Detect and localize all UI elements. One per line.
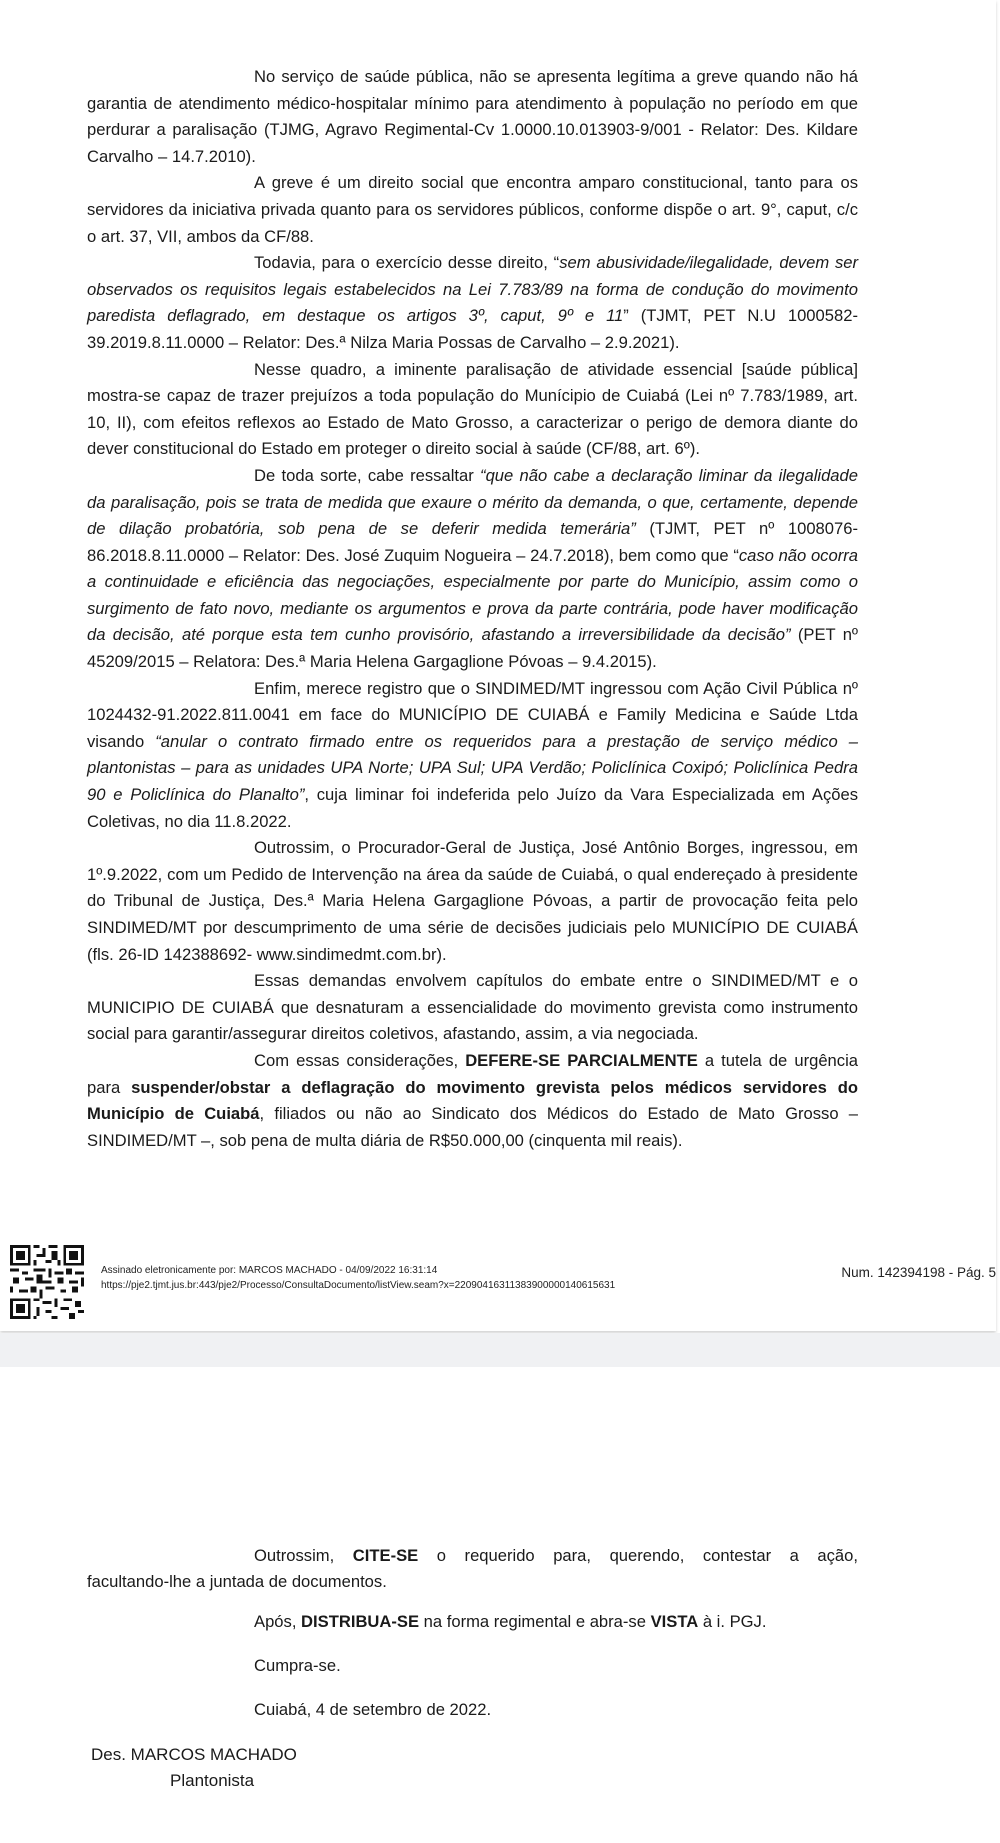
page-body-text <box>87 64 858 1154</box>
paragraph-text: ” (TJMT, PET N.U 1000582-39.2019.8.11.0000 – Relator: Des.ª Nilza Maria Possas de Carvalho – 2.9.2021). <box>87 306 858 352</box>
page-separator <box>0 1333 1000 1367</box>
signed-by-text: Assinado eletronicamente por: MARCOS MACHADO - 04/09/2022 16:31:14 <box>101 1265 438 1276</box>
paragraph-text: a tutela de urgência para <box>87 1050 858 1097</box>
paragraph <box>87 968 858 1048</box>
citation-pre: Outrossim, <box>254 1546 353 1565</box>
paragraph <box>87 676 858 836</box>
quoted-text: “anular o contrato firmado entre os requeridos para a prestação de serviço médico – plantonistas – para as unidades UPA Norte; UPA Sul; UPA Verdão; Policlínica Coxipó; Policlínica Pedra 90 e Policlínica do Planalto” <box>87 731 858 805</box>
citation-post: o requerido para, querendo, contestar a ação, <box>418 1546 859 1565</box>
paragraph <box>87 250 858 356</box>
paragraph-text: (PET nº 45209/2015 – Relatora: Des.ª Maria Helena Gargaglione Póvoas – 9.4.2015). <box>87 625 858 672</box>
distribua-se-label: DISTRIBUA-SE <box>301 1612 420 1631</box>
paragraph <box>87 835 858 968</box>
paragraph-text: Enfim, merece registro que o SINDIMED/MT ingressou com Ação Civil Pública nº 1024432-91.2022.811.0041 em face do MUNICÍPIO DE CUIABÁ e Family Medicina e Saúde Ltda visando <box>87 678 858 751</box>
paragraph <box>87 170 858 250</box>
quoted-text: “que não cabe a declaração liminar da ilegalidade da paralisação, pois se trata de medida que exaure o mérito da demanda, o que, certamente, depende de dilação probatória, sob pena de se deferir medida temerária” <box>87 465 858 539</box>
paragraph-text: Outrossim, o Procurador-Geral de Justiça, José Antônio Borges, ingressou, em 1º.9.2022, com um Pedido de Intervenção na área da saúde de Cuiabá, o qual endereçado à presidente do Tribunal de Justiça, Des.ª Maria Helena Gargaglione Póvoas, a partir de provocação feita pelo SINDIMED/MT por descumprimento de uma série de decisões judiciais pelo MUNICÍPIO DE CUIABÁ (fls. 26-ID 142388692- www.sindimedmt.com.br). <box>87 838 858 964</box>
emphasized-text: suspender/obstar a deflagração do movimento grevista pelos médicos servidores do Município de Cuiabá <box>87 1077 858 1124</box>
vista-label: VISTA <box>650 1612 699 1631</box>
paragraph <box>87 357 858 463</box>
paragraph-text: Nesse quadro, a iminente paralisação de atividade essencial [saúde pública] mostra-se capaz de trazer prejuízos a toda população do Munícipio de Cuiabá (Lei nº 7.783/1989, art. 10, II), com efeitos reflexos ao Estado de Mato Grosso, a caracterizar o perigo de demora diante do dever constitucional do Estado em proteger o direito social à saúde (CF/88, art. 6º). <box>87 359 858 459</box>
quoted-text: sem abusividade/ilegalidade, devem ser observados os requisitos legais estabelecidos na Lei 7.783/89 na forma de condução do movimento paredista deflagrado, em destaque os artigos 3º, caput, 9º e 11 <box>87 253 859 326</box>
paragraph-text: Todavia, para o exercício desse direito, “ <box>254 253 560 273</box>
paragraph-text: Com essas considerações, <box>254 1050 466 1070</box>
place-date-text: Cuiabá, 4 de setembro de 2022. <box>254 1700 492 1719</box>
paragraph-text: , filiados ou não ao Sindicato dos Médicos do Estado de Mato Grosso – SINDIMED/MT –, sob pena de multa diária de R$50.000,00 (cinquenta mil reais). <box>87 1104 858 1150</box>
signature-footer <box>10 1245 996 1320</box>
paragraph <box>87 463 858 676</box>
document-page-6 <box>0 1367 996 1843</box>
signer-role: Plantonista <box>170 1771 255 1790</box>
citation-line-2: facultando-lhe a juntada de documentos. <box>87 1572 387 1591</box>
signer-name: Des. MARCOS MACHADO <box>91 1745 297 1764</box>
document-url-link[interactable]: https://pje2.tjmt.jus.br:443/pje2/Processo/ConsultaDocumento/listView.seam?x=22090416311383900000140615631 <box>101 1280 616 1291</box>
emphasized-text: DEFERE-SE PARCIALMENTE <box>465 1050 698 1070</box>
citation-line-1 <box>87 1543 858 1570</box>
distribute-post: à i. PGJ. <box>698 1612 767 1631</box>
paragraph-text: Essas demandas envolvem capítulos do embate entre o SINDIMED/MT e o MUNICIPIO DE CUIABÁ que desnaturam a essencialidade do movimento grevista como instrumento social para garantir/assegurar direitos coletivos, afastando, assim, a via negociada. <box>87 971 858 1044</box>
paragraph-text: No serviço de saúde pública, não se apresenta legítima a greve quando não há garantia de atendimento médico-hospitalar mínimo para atendimento à população no período em que perdurar a paralisação (TJMG, Agravo Regimental-Cv 1.0000.10.013903-9/001 - Relator: Des. Kildare Carvalho – 14.7.2010). <box>87 67 858 166</box>
distribute-mid: na forma regimental e abra-se <box>419 1612 651 1631</box>
paragraph <box>87 64 858 170</box>
page-number: Num. 142394198 - Pág. 5 <box>841 1265 996 1280</box>
paragraph-text: De toda sorte, cabe ressaltar <box>254 465 481 485</box>
distribute-pre: Após, <box>254 1612 302 1631</box>
paragraph <box>87 1048 858 1154</box>
distribute-line <box>254 1609 1000 1636</box>
paragraph-text: , cuja liminar foi indeferida pelo Juízo da Vara Especializada em Ações Coletivas, no dia 11.8.2022. <box>87 785 858 831</box>
paragraph-text: A greve é um direito social que encontra amparo constitucional, tanto para os servidores da iniciativa privada quanto para os servidores públicos, conforme dispõe o art. 9°, caput, c/c o art. 37, VII, ambos da CF/88. <box>87 173 858 246</box>
signature-block <box>101 1263 615 1293</box>
paragraph-text: (TJMT, PET nº 1008076-86.2018.8.11.0000 – Relator: Des. José Zuquim Nogueira – 24.7.2018), bem como que “ <box>87 519 858 565</box>
quoted-text: caso não ocorra a continuidade e eficiência das negociações, especialmente por parte do Município, assim como o surgimento de fato novo, mediante os argumentos e prova da parte contrária, pode haver modificação da decisão, até porque esta tem cunho provisório, afastando a irreversibilidade da decisão” <box>87 545 858 645</box>
qr-code-icon <box>10 1245 84 1319</box>
cite-se-label: CITE-SE <box>352 1546 419 1565</box>
comply-text: Cumpra-se. <box>254 1656 341 1675</box>
